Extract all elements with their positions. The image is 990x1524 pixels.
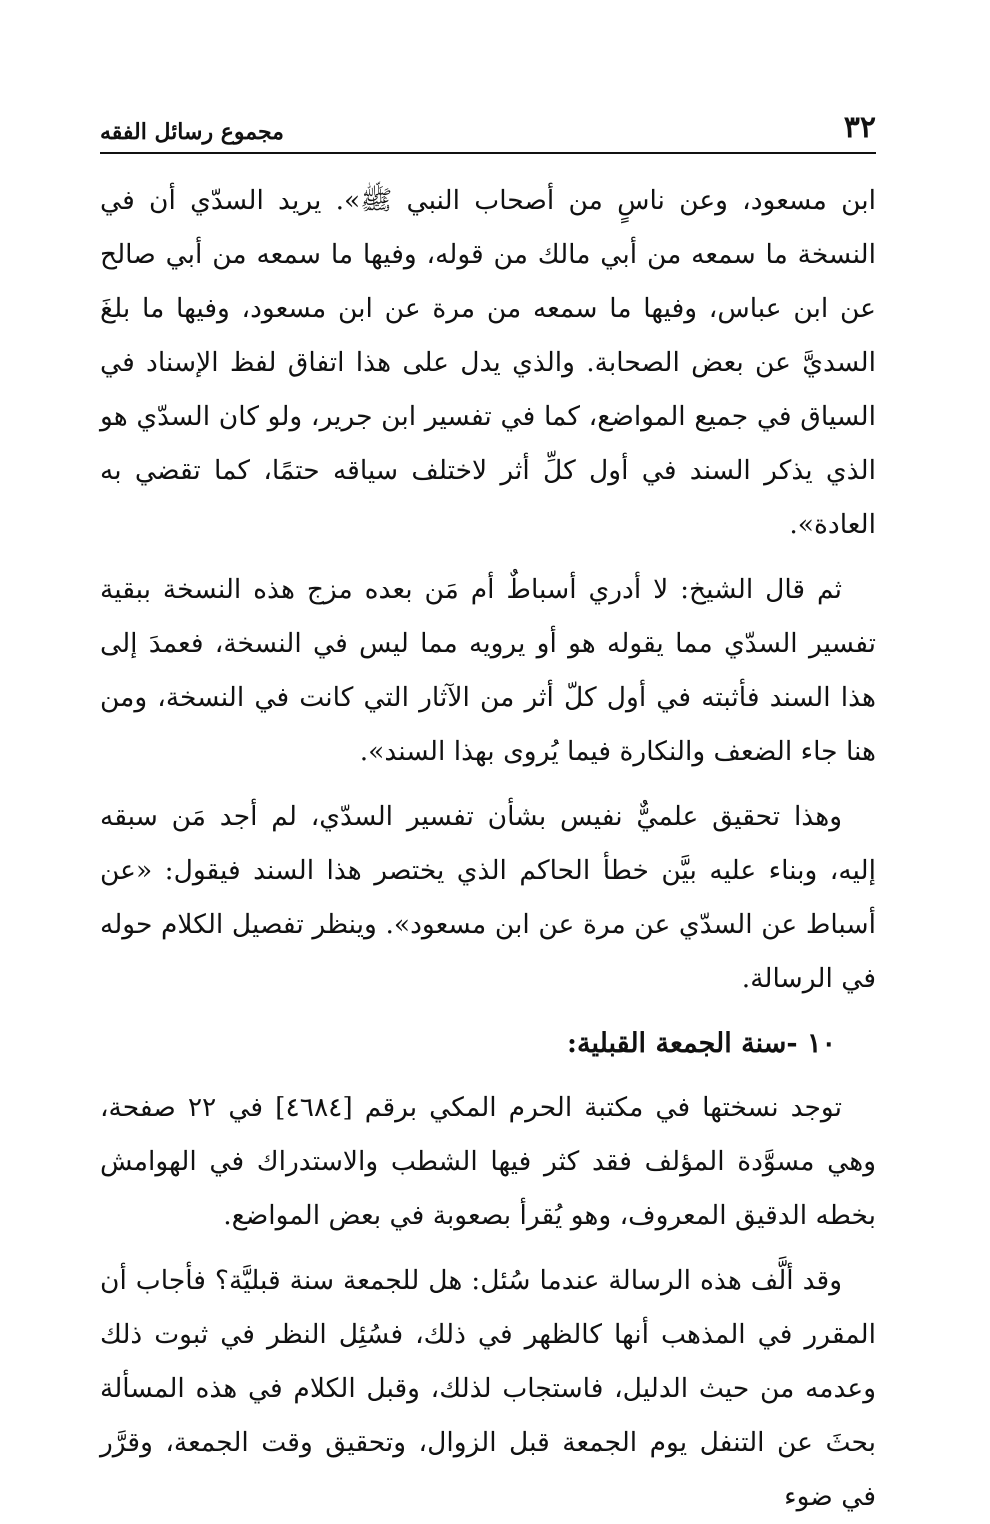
book-title: مجموع رسائل الفقه bbox=[100, 119, 284, 145]
paragraph: وقد ألَّف هذه الرسالة عندما سُئل: هل للجمعة سنة قبليَّة؟ فأجاب أن المقرر في المذهب أنها كالظهر في ذلك، فسُئِل النظر في ثبوت ذلك وعدمه من حيث الدليل، فاستجاب لذلك، وقبل الكلام في هذه المسألة بحثَ عن التنفل يوم الجمعة قبل الزوال، وتحقيق وقت الجمعة، وقرَّر في ضوء bbox=[100, 1265, 876, 1512]
page-number: ٣٢ bbox=[843, 110, 876, 145]
paragraph: ابن مسعود، وعن ناسٍ من أصحاب النبي ﷺ». يريد السدّي أن في النسخة ما سمعه من أبي مالك من قوله، وفيها ما سمعه من أبي صالح عن ابن عباس، وفيها ما سمعه من مرة عن ابن مسعود، وفيها ما بلغَ السديَّ عن بعض الصحابة. والذي يدل على هذا اتفاق لفظ الإسناد في السياق في جميع المواضع، كما في تفسير ابن جرير، ولو كان السدّي هو الذي يذكر السند في أول كلِّ أثر لاختلف سياقه حتمًا، كما تقضي به العادة». bbox=[100, 185, 876, 540]
book-page bbox=[100, 108, 876, 1512]
paragraph: ثم قال الشيخ: لا أدري أسباطٌ أم مَن بعده مزج هذه النسخة ببقية تفسير السدّي مما يقوله هو أو يرويه مما ليس في النسخة، فعمدَ إلى هذا السند فأثبته في أول كلّ أثر من الآثار التي كانت في النسخة، ومن هنا جاء الضعف والنكارة فيما يُروى بهذا السند». bbox=[100, 574, 876, 767]
paragraph: وهذا تحقيق علميٌّ نفيس بشأن تفسير السدّي، لم أجد مَن سبقه إليه، وبناء عليه بيَّن خطأ الحاكم الذي يختصر هذا السند فيقول: «عن أسباط عن السدّي عن مرة عن ابن مسعود». وينظر تفصيل الكلام حوله في الرسالة. bbox=[100, 801, 876, 994]
paragraph: توجد نسختها في مكتبة الحرم المكي برقم [٤٦٨٤] في ٢٢ صفحة، وهي مسوَّدة المؤلف فقد كثر فيها الشطب والاستدراك في الهوامش بخطه الدقيق المعروف، وهو يُقرأ بصعوبة في بعض المواضع. bbox=[100, 1092, 876, 1231]
body-text bbox=[100, 174, 876, 1524]
section-heading: ١٠ -سنة الجمعة القبلية: bbox=[567, 1028, 836, 1059]
running-header bbox=[100, 108, 876, 154]
